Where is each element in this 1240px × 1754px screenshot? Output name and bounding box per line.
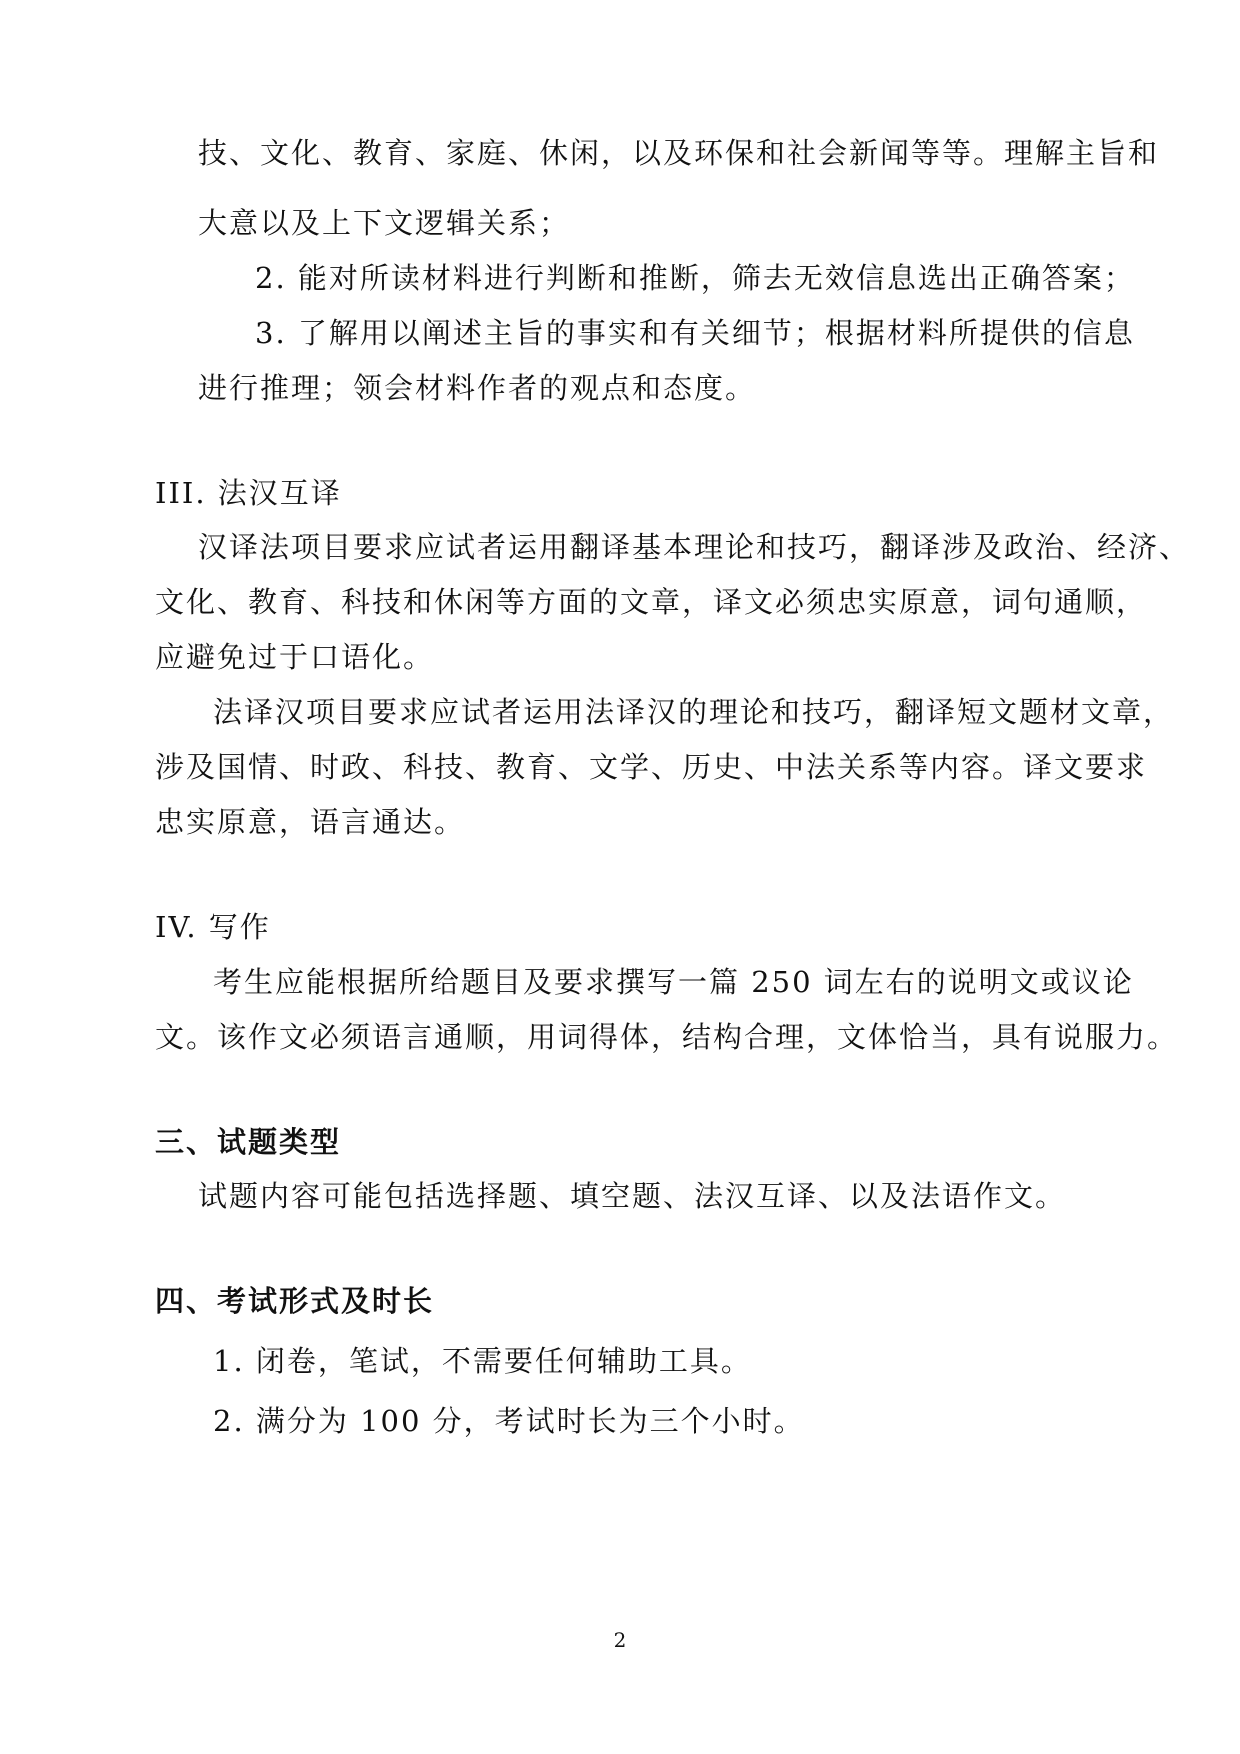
section-3-para-1-line-2: 文化、教育、科技和休闲等方面的文章，译文必须忠实原意，词句通顺， — [155, 585, 1148, 619]
section-3-para-2-line-3: 忠实原意，语言通达。 — [155, 805, 466, 839]
part-4-item-1: 1. 闭卷，笔试，不需要任何辅助工具。 — [213, 1344, 752, 1378]
page-number: 2 — [613, 1628, 627, 1652]
part-3-heading: 三、试题类型 — [155, 1125, 342, 1159]
part-4-item-2: 2. 满分为 100 分，考试时长为三个小时。 — [213, 1404, 805, 1438]
section-3-para-2-line-1: 法译汉项目要求应试者运用法译汉的理论和技巧，翻译短文题材文章， — [213, 695, 1175, 729]
section-4-title: IV. 写作 — [155, 910, 271, 944]
part-3-text: 试题内容可能包括选择题、填空题、法汉互译、以及法语作文。 — [198, 1179, 1067, 1213]
reading-continuation-line-2: 大意以及上下文逻辑关系； — [198, 206, 571, 240]
section-3-para-2-line-2: 涉及国情、时政、科技、教育、文学、历史、中法关系等内容。译文要求 — [155, 750, 1148, 784]
section-3-title: III. 法汉互译 — [155, 476, 342, 510]
section-4-para-line-1: 考生应能根据所给题目及要求撰写一篇 250 词左右的说明文或议论 — [213, 965, 1134, 999]
section-3-para-1-line-1: 汉译法项目要求应试者运用翻译基本理论和技巧，翻译涉及政治、经济、 — [198, 530, 1191, 564]
section-3-para-1-line-3: 应避免过于口语化。 — [155, 640, 435, 674]
section-4-para-line-2: 文。该作文必须语言通顺，用词得体，结构合理，文体恰当，具有说服力。 — [155, 1020, 1179, 1054]
reading-item-3-line-1: 3. 了解用以阐述主旨的事实和有关细节；根据材料所提供的信息 — [255, 316, 1135, 350]
part-4-heading: 四、考试形式及时长 — [155, 1284, 435, 1318]
reading-continuation-line-1: 技、文化、教育、家庭、休闲，以及环保和社会新闻等等。理解主旨和 — [198, 136, 1160, 170]
reading-item-2: 2. 能对所读材料进行判断和推断，筛去无效信息选出正确答案； — [255, 261, 1135, 295]
reading-item-3-line-2: 进行推理；领会材料作者的观点和态度。 — [198, 371, 757, 405]
